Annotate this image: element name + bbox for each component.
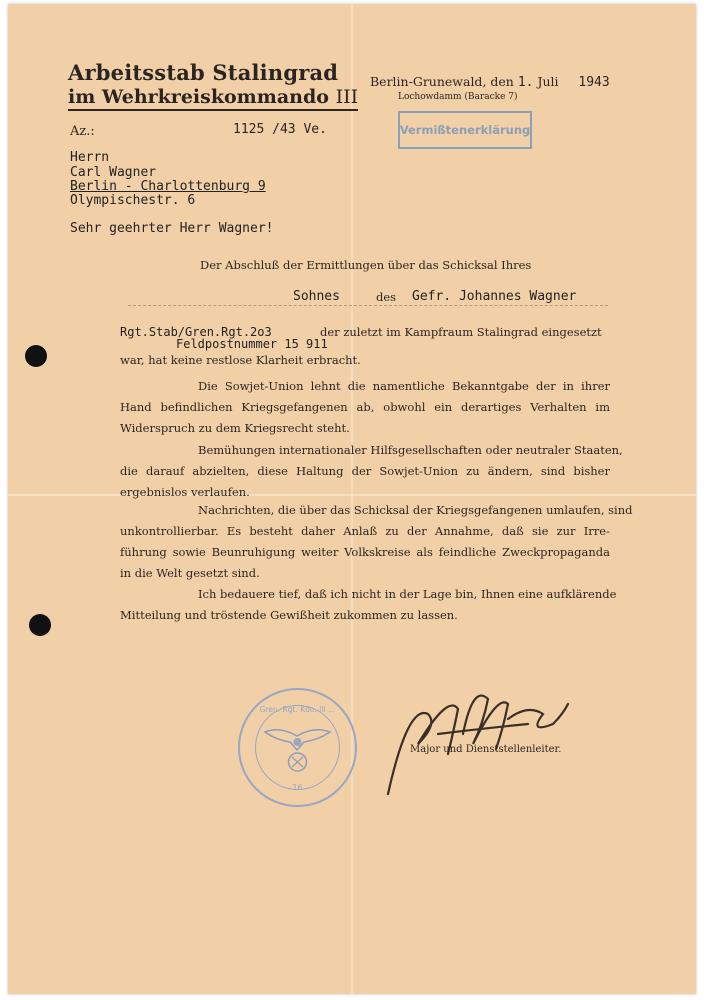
place-date bbox=[370, 74, 610, 90]
fill-in-line bbox=[128, 305, 608, 306]
place-prefix: Berlin-Grunewald, den bbox=[370, 74, 514, 89]
seal-number: 16 bbox=[292, 783, 303, 792]
paragraph-line: Mitteilung und tröstende Gewißheit zukommen zu lassen. bbox=[120, 608, 458, 622]
paragraph-line: Widerspruch zu dem Kriegsrecht steht. bbox=[120, 421, 350, 435]
paragraph-sowjet-union bbox=[120, 376, 610, 439]
official-seal bbox=[238, 688, 357, 807]
paragraph-bedauern bbox=[120, 584, 617, 626]
reference-number: 1125 /43 Ve. bbox=[233, 122, 327, 137]
seal-ring-text: Gren. Rgt. Kdo. III ... bbox=[259, 705, 336, 714]
des-word: des bbox=[376, 290, 397, 304]
org-name-line2 bbox=[68, 86, 358, 111]
eagle-seal-icon bbox=[240, 690, 355, 805]
recipient-salutation: Herrn bbox=[70, 150, 110, 165]
letter-sheet bbox=[8, 4, 696, 994]
paragraph-nachrichten bbox=[120, 500, 633, 584]
intro-line: Der Abschluß der Ermittlungen über das Schicksal Ihres bbox=[200, 258, 532, 272]
sender-street: Lochowdamm (Baracke 7) bbox=[398, 92, 518, 102]
paragraph-line: Hand befindlichen Kriegsgefangenen ab, obwohl ein derartiges Verhalten im bbox=[120, 400, 610, 414]
soldier-rank-name: Gefr. Johannes Wagner bbox=[412, 289, 577, 304]
date-month: Juli bbox=[537, 74, 559, 89]
feldpost-number: Feldpostnummer 15 911 bbox=[176, 337, 328, 351]
paragraph-line: Ich bedauere tief, daß ich nicht in der Lage bin, Ihnen eine aufklärende bbox=[198, 587, 617, 601]
paragraph-line: Bemühungen internationaler Hilfsgesellschaften oder neutraler Staaten, bbox=[198, 443, 623, 457]
date-day: 1. bbox=[517, 75, 534, 90]
stamp-vermisstenerklaerung: Vermißtenerklärung bbox=[398, 111, 532, 149]
paragraph-line: ergebnislos verlaufen. bbox=[120, 485, 250, 499]
az-label: Az.: bbox=[70, 124, 95, 139]
punch-hole-upper bbox=[25, 345, 47, 367]
date-year: 1943 bbox=[578, 75, 610, 90]
recipient-city: Berlin - Charlottenburg 9 bbox=[70, 179, 266, 194]
unit-continuation: der zuletzt im Kampfraum Stalingrad eingesetzt bbox=[320, 325, 602, 339]
org-name-line1: Arbeitsstab Stalingrad bbox=[68, 60, 339, 85]
intro-closing: war, hat keine restlose Klarheit erbracht. bbox=[120, 353, 361, 367]
punch-hole-lower bbox=[29, 614, 51, 636]
signer-title: Major und Dienststellenleiter. bbox=[410, 744, 562, 755]
greeting: Sehr geehrter Herr Wagner! bbox=[70, 221, 274, 236]
paragraph-line: Nachrichten, die über das Schicksal der Kriegsgefangenen umlaufen, sind bbox=[198, 503, 633, 517]
handwritten-signature bbox=[378, 674, 578, 804]
soldier-unit: Rgt.Stab/Gren.Rgt.2o3 bbox=[120, 325, 272, 339]
paragraph-line: in die Welt gesetzt sind. bbox=[120, 566, 260, 580]
paragraph-line: Die Sowjet-Union lehnt die namentliche Bekanntgabe der in ihrer bbox=[198, 379, 610, 393]
paragraph-line: die darauf abzielten, diese Haltung der Sowjet-Union zu ändern, sind bisher bbox=[120, 464, 610, 478]
org-number: III bbox=[335, 86, 359, 108]
paragraph-bemuehungen bbox=[120, 440, 623, 503]
paragraph-line: führung sowie Beunruhigung weiter Volkskreise als feindliche Zweckpropaganda bbox=[120, 545, 610, 559]
paragraph-line: unkontrollierbar. Es besteht daher Anlaß zu der Annahme, daß sie zur Irre- bbox=[120, 524, 610, 538]
recipient-street: Olympischestr. 6 bbox=[70, 193, 196, 208]
relation: Sohnes bbox=[293, 289, 340, 304]
org-line2-text: im Wehrkreiskommando bbox=[68, 86, 329, 108]
recipient-name: Carl Wagner bbox=[70, 165, 157, 180]
